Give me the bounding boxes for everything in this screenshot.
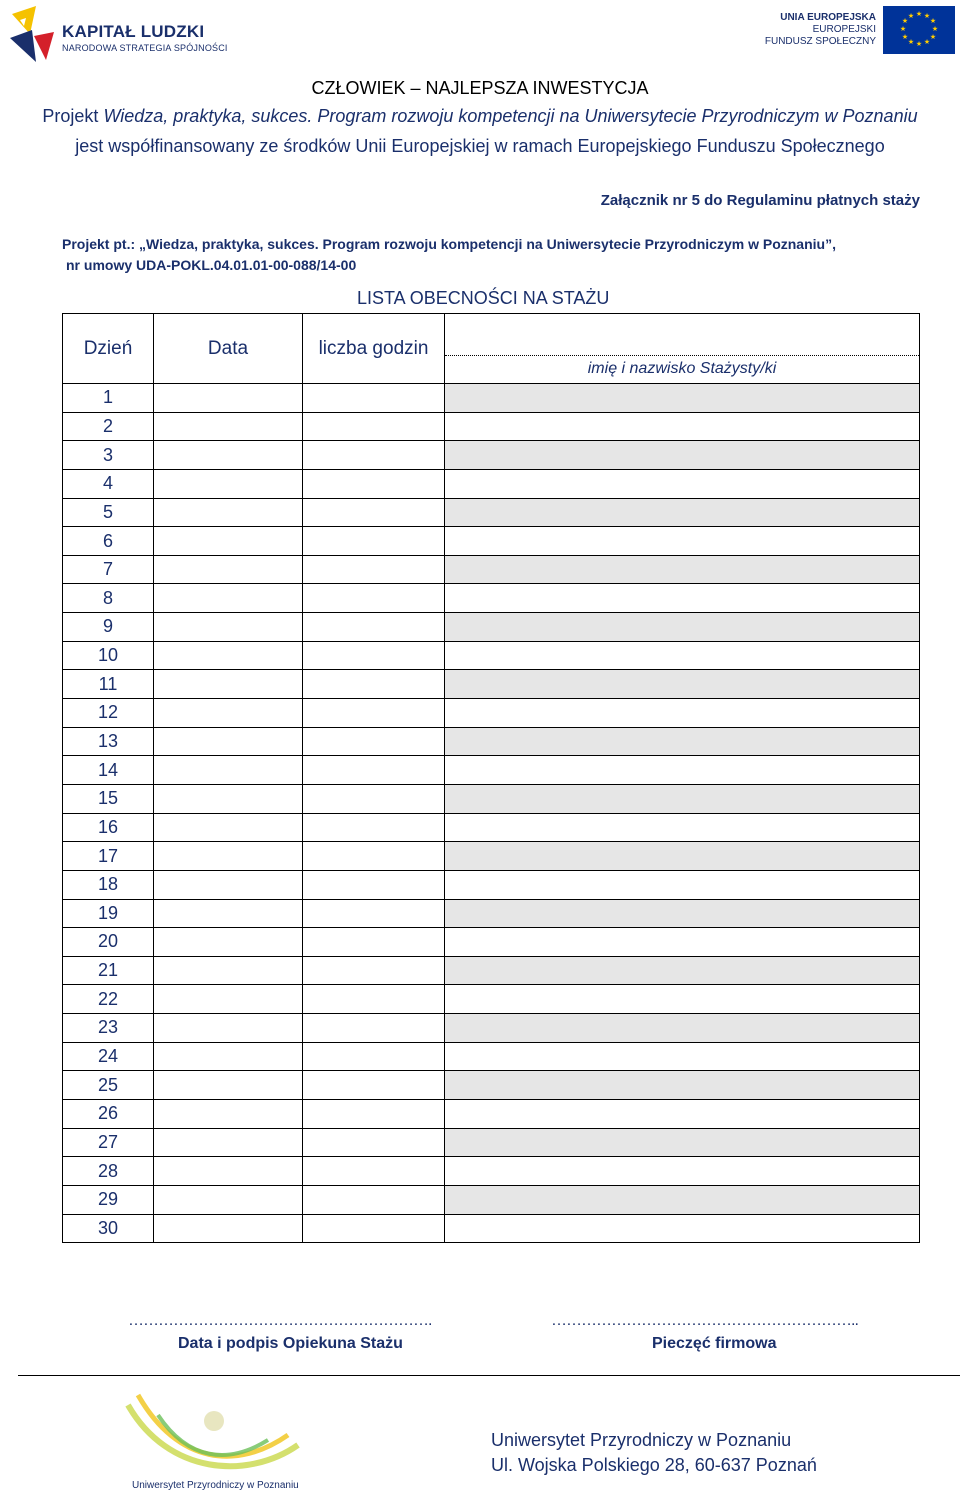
hours-cell[interactable] [303, 1042, 445, 1071]
table-row [63, 1214, 920, 1243]
cofinanced-note: jest współfinansowany ze środków Unii Europejskiej w ramach Europejskiego Funduszu Społecznego [75, 136, 885, 156]
eu-text-line3: FUNDUSZ SPOŁECZNY [764, 36, 876, 47]
table-row [63, 498, 920, 527]
intern-signature-cell[interactable] [445, 641, 920, 670]
day-number-cell: 10 [63, 641, 154, 670]
table-row [63, 985, 920, 1014]
table-row [63, 412, 920, 441]
day-number-cell: 18 [63, 870, 154, 899]
svg-text:★: ★ [901, 17, 909, 25]
date-cell[interactable] [154, 842, 303, 871]
day-number-cell: 26 [63, 1100, 154, 1129]
table-row [63, 555, 920, 584]
intern-signature-cell[interactable] [445, 498, 920, 527]
intern-signature-cell[interactable] [445, 870, 920, 899]
date-cell[interactable] [154, 469, 303, 498]
hours-cell[interactable] [303, 928, 445, 957]
footer-divider [18, 1375, 960, 1376]
hours-cell[interactable] [303, 813, 445, 842]
date-cell[interactable] [154, 784, 303, 813]
date-cell[interactable] [154, 641, 303, 670]
table-row [63, 870, 920, 899]
table-row [63, 613, 920, 642]
project-title: Wiedza, praktyka, sukces. Program rozwoju kompetencji na Uniwersytecie Przyrodniczym w Poznaniu [103, 106, 918, 126]
intern-signature-cell[interactable] [445, 1185, 920, 1214]
page-title: LISTA OBECNOŚCI NA STAŻU [357, 288, 610, 308]
intern-signature-cell[interactable] [445, 613, 920, 642]
intern-signature-cell[interactable] [445, 985, 920, 1014]
contract-number: nr umowy UDA-POKL.04.01.01-00-088/14-00 [66, 257, 357, 273]
date-cell[interactable] [154, 498, 303, 527]
day-number-cell: 6 [63, 527, 154, 556]
day-number-cell: 28 [63, 1157, 154, 1186]
day-number-cell: 21 [63, 956, 154, 985]
hours-cell[interactable] [303, 899, 445, 928]
intern-signature-cell[interactable] [445, 1014, 920, 1043]
eu-text-line1: UNIA EUROPEJSKA [780, 12, 876, 23]
date-cell[interactable] [154, 727, 303, 756]
svg-text:★: ★ [907, 12, 915, 20]
intern-signature-cell[interactable] [445, 412, 920, 441]
date-cell[interactable] [154, 584, 303, 613]
slogan: CZŁOWIEK – NAJLEPSZA INWESTYCJA [311, 78, 649, 98]
hours-cell[interactable] [303, 784, 445, 813]
date-cell[interactable] [154, 384, 303, 413]
svg-text:★: ★ [915, 40, 923, 48]
table-row [63, 727, 920, 756]
date-cell[interactable] [154, 956, 303, 985]
day-number-cell: 16 [63, 813, 154, 842]
hours-cell[interactable] [303, 670, 445, 699]
hours-cell[interactable] [303, 412, 445, 441]
intern-signature-cell[interactable] [445, 1071, 920, 1100]
eu-flag-icon [883, 6, 955, 54]
svg-text:★: ★ [899, 25, 907, 33]
table-row [63, 813, 920, 842]
supervisor-signature-label: Data i podpis Opiekuna Stażu [178, 1335, 403, 1352]
hours-cell[interactable] [303, 498, 445, 527]
table-row [63, 670, 920, 699]
hours-cell[interactable] [303, 1214, 445, 1243]
day-number-cell: 14 [63, 756, 154, 785]
hours-cell[interactable] [303, 756, 445, 785]
date-cell[interactable] [154, 527, 303, 556]
day-number-cell: 19 [63, 899, 154, 928]
day-number-cell: 24 [63, 1042, 154, 1071]
address-street: Ul. Wojska Polskiego 28, 60-637 Poznań [491, 1455, 817, 1475]
eu-text-line2: EUROPEJSKI [812, 24, 876, 35]
table-row [63, 928, 920, 957]
hours-cell[interactable] [303, 584, 445, 613]
intern-signature-cell[interactable] [445, 441, 920, 470]
intern-signature-cell[interactable] [445, 584, 920, 613]
company-stamp-label: Pieczęć firmowa [652, 1335, 777, 1352]
table-row [63, 384, 920, 413]
hours-cell[interactable] [303, 469, 445, 498]
table-row [63, 1128, 920, 1157]
intern-signature-cell[interactable] [445, 1157, 920, 1186]
header-date: Data [154, 314, 303, 384]
day-number-cell: 4 [63, 469, 154, 498]
hours-cell[interactable] [303, 527, 445, 556]
hours-cell[interactable] [303, 441, 445, 470]
date-cell[interactable] [154, 1071, 303, 1100]
attendance-table [62, 313, 920, 1243]
date-cell[interactable] [154, 613, 303, 642]
day-number-cell: 17 [63, 842, 154, 871]
intern-signature-cell[interactable] [445, 899, 920, 928]
table-row [63, 1042, 920, 1071]
university-logo-text: Uniwersytet Przyrodniczy w Poznaniu [132, 1480, 299, 1491]
hours-cell[interactable] [303, 1157, 445, 1186]
table-row [63, 469, 920, 498]
kapital-ludzki-title: KAPITAŁ LUDZKI [62, 22, 205, 41]
table-row [63, 584, 920, 613]
date-cell[interactable] [154, 1042, 303, 1071]
day-number-cell: 30 [63, 1214, 154, 1243]
intern-signature-cell[interactable] [445, 1128, 920, 1157]
hours-cell[interactable] [303, 870, 445, 899]
date-cell[interactable] [154, 1214, 303, 1243]
intern-signature-cell[interactable] [445, 1100, 920, 1129]
address-name: Uniwersytet Przyrodniczy w Poznaniu [491, 1430, 792, 1450]
intern-signature-cell[interactable] [445, 756, 920, 785]
date-cell[interactable] [154, 985, 303, 1014]
intern-name-label: imię i nazwisko Stażysty/ki [587, 360, 777, 377]
day-number-cell: 22 [63, 985, 154, 1014]
project-header [0, 106, 960, 127]
table-row [63, 1157, 920, 1186]
day-number-cell: 25 [63, 1071, 154, 1100]
intern-signature-cell[interactable] [445, 1042, 920, 1071]
date-cell[interactable] [154, 555, 303, 584]
table-row [63, 527, 920, 556]
day-number-cell: 27 [63, 1128, 154, 1157]
university-emblem-icon [118, 1385, 308, 1480]
kapital-ludzki-subtitle: NARODOWA STRATEGIA SPÓJNOŚCI [62, 43, 228, 53]
intern-signature-cell[interactable] [445, 956, 920, 985]
table-row [63, 956, 920, 985]
intern-signature-cell[interactable] [445, 1214, 920, 1243]
day-number-cell: 9 [63, 613, 154, 642]
header-hours: liczba godzin [303, 314, 445, 384]
table-row [63, 641, 920, 670]
hours-cell[interactable] [303, 842, 445, 871]
eu-logo-text [765, 12, 876, 48]
date-cell[interactable] [154, 412, 303, 441]
svg-text:★: ★ [931, 25, 939, 33]
date-cell[interactable] [154, 1157, 303, 1186]
svg-text:★: ★ [929, 17, 937, 25]
svg-text:★: ★ [915, 10, 923, 18]
day-number-cell: 3 [63, 441, 154, 470]
hours-cell[interactable] [303, 641, 445, 670]
day-number-cell: 13 [63, 727, 154, 756]
day-number-cell: 20 [63, 928, 154, 957]
hours-cell[interactable] [303, 613, 445, 642]
intern-signature-cell[interactable] [445, 813, 920, 842]
table-row [63, 784, 920, 813]
day-number-cell: 2 [63, 412, 154, 441]
day-number-cell: 1 [63, 384, 154, 413]
day-number-cell: 7 [63, 555, 154, 584]
intern-signature-cell[interactable] [445, 670, 920, 699]
day-number-cell: 11 [63, 670, 154, 699]
hours-cell[interactable] [303, 1185, 445, 1214]
svg-text:★: ★ [929, 33, 937, 41]
intern-signature-cell[interactable] [445, 555, 920, 584]
table-row [63, 699, 920, 728]
intern-signature-cell[interactable] [445, 469, 920, 498]
intern-signature-cell[interactable] [445, 527, 920, 556]
hours-cell[interactable] [303, 1100, 445, 1129]
hours-cell[interactable] [303, 1128, 445, 1157]
date-cell[interactable] [154, 699, 303, 728]
table-row [63, 899, 920, 928]
day-number-cell: 15 [63, 784, 154, 813]
day-number-cell: 29 [63, 1185, 154, 1214]
date-cell[interactable] [154, 870, 303, 899]
table-row [63, 1185, 920, 1214]
day-number-cell: 8 [63, 584, 154, 613]
signature-dots-left: ……………………………………………………. [128, 1312, 432, 1329]
svg-text:★: ★ [901, 33, 909, 41]
header-intern-name[interactable] [445, 314, 920, 384]
date-cell[interactable] [154, 1014, 303, 1043]
table-row [63, 1071, 920, 1100]
date-cell[interactable] [154, 928, 303, 957]
date-cell[interactable] [154, 441, 303, 470]
day-number-cell: 23 [63, 1014, 154, 1043]
hours-cell[interactable] [303, 1014, 445, 1043]
name-dotted-line [445, 355, 919, 356]
intern-signature-cell[interactable] [445, 842, 920, 871]
svg-text:★: ★ [923, 38, 931, 46]
date-cell[interactable] [154, 1100, 303, 1129]
table-header-row [63, 314, 920, 384]
hours-cell[interactable] [303, 384, 445, 413]
project-prefix: Projekt [42, 106, 104, 126]
table-row [63, 1100, 920, 1129]
hours-cell[interactable] [303, 1071, 445, 1100]
intern-signature-cell[interactable] [445, 727, 920, 756]
table-row [63, 842, 920, 871]
date-cell[interactable] [154, 813, 303, 842]
university-logo [118, 1385, 308, 1490]
header-day: Dzień [63, 314, 154, 384]
hours-cell[interactable] [303, 555, 445, 584]
svg-text:★: ★ [923, 12, 931, 20]
signature-dots-right: …………………………………………………….. [551, 1312, 858, 1329]
table-row [63, 441, 920, 470]
project-line: Projekt pt.: „Wiedza, praktyka, sukces. Program rozwoju kompetencji na Uniwersytecie Przyrodniczym w Poznaniu”, [62, 236, 836, 252]
table-row [63, 1014, 920, 1043]
hours-cell[interactable] [303, 956, 445, 985]
hours-cell[interactable] [303, 985, 445, 1014]
kapital-ludzki-emblem-icon [6, 4, 62, 68]
day-number-cell: 5 [63, 498, 154, 527]
date-cell[interactable] [154, 1128, 303, 1157]
svg-text:★: ★ [907, 38, 915, 46]
attachment-label: Załącznik nr 5 do Regulaminu płatnych staży [600, 192, 920, 209]
day-number-cell: 12 [63, 699, 154, 728]
date-cell[interactable] [154, 899, 303, 928]
hours-cell[interactable] [303, 699, 445, 728]
intern-signature-cell[interactable] [445, 928, 920, 957]
intern-signature-cell[interactable] [445, 699, 920, 728]
hours-cell[interactable] [303, 727, 445, 756]
date-cell[interactable] [154, 756, 303, 785]
table-row [63, 756, 920, 785]
intern-signature-cell[interactable] [445, 784, 920, 813]
intern-signature-cell[interactable] [445, 384, 920, 413]
date-cell[interactable] [154, 1185, 303, 1214]
date-cell[interactable] [154, 670, 303, 699]
